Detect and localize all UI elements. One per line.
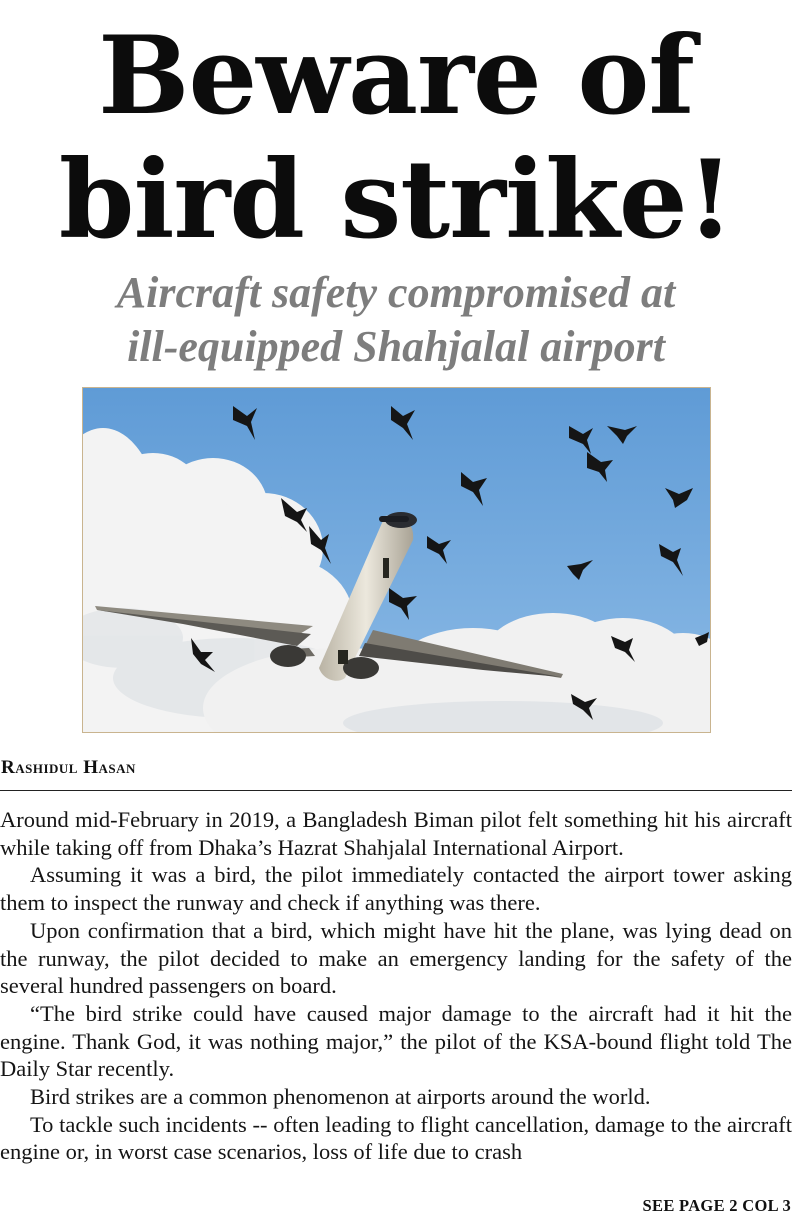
headline-line-1: Beware of xyxy=(98,13,694,139)
paragraph: “The bird strike could have caused major damage to the aircraft had it hit the engine. Thank God, it was nothing major,” the pilot of the KSA-bound flight told The Daily Star recently. xyxy=(0,1000,792,1082)
continuation-line: SEE PAGE 2 COL 3 xyxy=(642,1196,791,1215)
paragraph: Assuming it was a bird, the pilot immediately contacted the airport tower asking them to inspect the runway and check if anything was there. xyxy=(0,862,792,916)
headline xyxy=(0,14,792,262)
byline-divider xyxy=(0,790,792,791)
subheadline-line-1: Aircraft safety compromised at xyxy=(116,268,676,317)
paragraph: Bird strikes are a common phenomenon at airports around the world. xyxy=(30,1084,651,1110)
photo-illustration xyxy=(83,388,710,732)
byline: Rashidul Hasan xyxy=(1,757,136,778)
airplane-birds-photo xyxy=(82,387,711,733)
headline-line-2: bird strike! xyxy=(58,137,734,263)
paragraph: Around mid-February in 2019, a Bangladesh Biman pilot felt something hit his aircraft while taking off from Dhaka’s Hazrat Shahjalal International Airport. xyxy=(0,807,792,860)
article-body xyxy=(0,806,792,1166)
subheadline xyxy=(0,266,792,374)
subheadline-line-2: ill-equipped Shahjalal airport xyxy=(127,322,665,371)
paragraph: To tackle such incidents -- often leading to flight cancellation, damage to the aircraft engine or, in worst case scenarios, loss of life due to crash xyxy=(0,1111,792,1165)
paragraph: Upon confirmation that a bird, which might have hit the plane, was lying dead on the runway, the pilot decided to make an emergency landing for the safety of the several hundred passengers on board. xyxy=(0,917,792,999)
